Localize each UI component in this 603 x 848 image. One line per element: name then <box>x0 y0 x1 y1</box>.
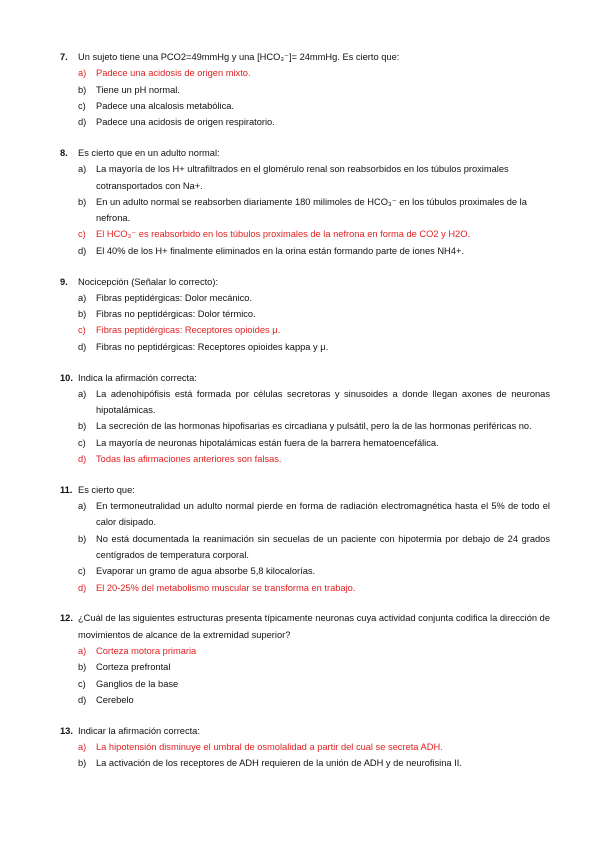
answer-option <box>60 435 550 451</box>
question-9 <box>60 274 550 355</box>
option-text: La secreción de las hormonas hipofisarias es circadiana y pulsátil, pero la de las hormonas periféricas no. <box>96 421 532 432</box>
answer-option <box>60 161 550 194</box>
option-letter: a) <box>78 388 87 399</box>
option-text: En termoneutralidad un adulto normal pierde en forma de radiación electromagnética hasta el 5% de todo el calor disipado. <box>96 501 550 528</box>
question-text: Nocicepción (Señalar lo correcto): <box>78 276 219 287</box>
answer-option <box>60 659 550 675</box>
option-letter: a) <box>78 646 87 656</box>
question-text: Es cierto que: <box>78 484 135 495</box>
option-letter: a) <box>78 68 87 79</box>
option-text: Fibras no peptidérgicas: Receptores opioides kappa y μ. <box>96 341 329 352</box>
document-page <box>60 49 550 786</box>
option-text: Evaporar un gramo de agua absorbe 5,8 kilocalorías. <box>96 566 316 577</box>
answer-option <box>60 386 550 419</box>
option-letter: b) <box>78 421 87 432</box>
option-letter: d) <box>78 117 87 128</box>
question-text: Indicar la afirmación correcta: <box>78 725 200 736</box>
question-header <box>60 145 550 161</box>
question-text: Indica la afirmación correcta: <box>78 372 197 383</box>
option-text: Tiene un pH normal. <box>96 84 180 95</box>
question-13 <box>60 723 550 772</box>
answer-option-correct <box>60 226 550 242</box>
option-text: Padece una acidosis de origen respiratorio. <box>96 117 275 128</box>
question-number: 12. <box>60 613 73 624</box>
question-10 <box>60 370 550 468</box>
question-7 <box>60 49 550 130</box>
option-text: Fibras no peptidérgicas: Dolor térmico. <box>96 309 256 320</box>
answer-option <box>60 498 550 531</box>
question-header <box>60 482 550 498</box>
answer-option <box>60 194 550 227</box>
option-letter: a) <box>78 501 87 512</box>
answer-option <box>60 339 550 355</box>
answer-option-correct <box>60 739 550 755</box>
question-number: 7. <box>60 52 68 62</box>
answer-option <box>60 692 550 708</box>
answer-option <box>60 98 550 114</box>
option-text: Todas las afirmaciones anteriores son falsas. <box>96 454 282 465</box>
question-8 <box>60 145 550 259</box>
option-text: El 40% de los H+ finalmente eliminados en la orina están formando parte de iones NH4+. <box>96 245 464 256</box>
option-text: El HCO₃⁻ es reabsorbido en los túbulos proximales de la nefrona en forma de CO2 y H2O. <box>96 229 471 240</box>
answer-option <box>60 243 550 259</box>
option-text: Corteza prefrontal <box>96 662 171 673</box>
answer-option-correct <box>60 65 550 81</box>
answer-option <box>60 563 550 579</box>
answer-option-correct <box>60 643 550 659</box>
option-letter: c) <box>78 437 86 448</box>
answer-option <box>60 290 550 306</box>
option-text: Corteza motora primaria <box>96 646 197 656</box>
option-letter: b) <box>78 309 87 320</box>
answer-option <box>60 418 550 434</box>
question-list <box>60 49 550 772</box>
question-text: ¿Cuál de las siguientes estructuras presenta típicamente neuronas cuya actividad conjunta codifica la dirección de movimientos de alcance de la extremidad superior? <box>78 613 550 640</box>
option-text: Padece una acidosis de origen mixto. <box>96 68 251 79</box>
option-letter: a) <box>78 292 87 303</box>
question-12 <box>60 610 550 708</box>
option-text: La adenohipófisis está formada por células secretoras y sinusoides a donde llegan axones de neuronas hipotalámicas. <box>96 388 550 416</box>
option-text: Ganglios de la base <box>96 678 179 689</box>
answer-option <box>60 676 550 692</box>
question-text: Un sujeto tiene una PCO2=49mmHg y una [HCO₃⁻]= 24mmHg. Es cierto que: <box>78 52 400 62</box>
question-header <box>60 370 550 386</box>
answer-option <box>60 82 550 98</box>
option-letter: c) <box>78 229 86 240</box>
option-letter: c) <box>78 325 86 336</box>
answer-option <box>60 531 550 564</box>
option-text: La mayoría de los H+ ultrafiltrados en el glomérulo renal son reabsorbidos en los túbulos proximales cotransportados con Na+. <box>96 164 509 191</box>
option-letter: b) <box>78 196 87 207</box>
option-letter: b) <box>78 84 87 95</box>
answer-option <box>60 755 550 771</box>
question-number: 9. <box>60 276 68 287</box>
option-text: Fibras peptidérgicas: Dolor mecánico. <box>96 292 253 303</box>
option-text: La hipotensión disminuye el umbral de osmolalidad a partir del cual se secreta ADH. <box>96 741 443 752</box>
option-letter: d) <box>78 694 87 705</box>
option-letter: d) <box>78 341 87 352</box>
option-text: No está documentada la reanimación sin secuelas de un paciente con hipotermia por debajo de 24 grados centígrados de temperatura corporal. <box>96 533 550 561</box>
option-letter: c) <box>78 678 86 689</box>
option-letter: c) <box>78 100 86 111</box>
option-text: El 20-25% del metabolismo muscular se transforma en trabajo. <box>96 582 356 593</box>
option-text: Cerebelo <box>96 694 134 705</box>
question-header <box>60 723 550 739</box>
option-text: La mayoría de neuronas hipotalámicas están fuera de la barrera hematoencefálica. <box>96 437 439 448</box>
question-11 <box>60 482 550 596</box>
question-text: Es cierto que en un adulto normal: <box>78 147 220 158</box>
option-letter: c) <box>78 566 86 577</box>
question-number: 10. <box>60 372 73 383</box>
question-number: 11. <box>60 484 73 495</box>
option-text: En un adulto normal se reabsorben diariamente 180 milimoles de HCO₃⁻ en los túbulos proximales de la nefrona. <box>96 196 527 224</box>
answer-option-correct <box>60 322 550 338</box>
option-letter: a) <box>78 164 87 175</box>
answer-option-correct <box>60 580 550 596</box>
option-text: Fibras peptidérgicas: Receptores opioides μ. <box>96 325 281 336</box>
option-letter: d) <box>78 582 87 593</box>
answer-option <box>60 114 550 130</box>
option-letter: b) <box>78 662 87 673</box>
option-letter: b) <box>78 533 87 544</box>
option-text: Padece una alcalosis metabólica. <box>96 100 234 111</box>
answer-option-correct <box>60 451 550 467</box>
option-letter: b) <box>78 758 87 769</box>
option-letter: a) <box>78 741 87 752</box>
option-text: La activación de los receptores de ADH requieren de la unión de ADH y de neurofisina II. <box>96 758 462 769</box>
question-header <box>60 49 550 65</box>
option-letter: d) <box>78 454 87 465</box>
answer-option <box>60 306 550 322</box>
question-number: 13. <box>60 725 73 736</box>
question-number: 8. <box>60 147 68 158</box>
question-header <box>60 274 550 290</box>
question-header <box>60 610 550 643</box>
option-letter: d) <box>78 245 87 256</box>
